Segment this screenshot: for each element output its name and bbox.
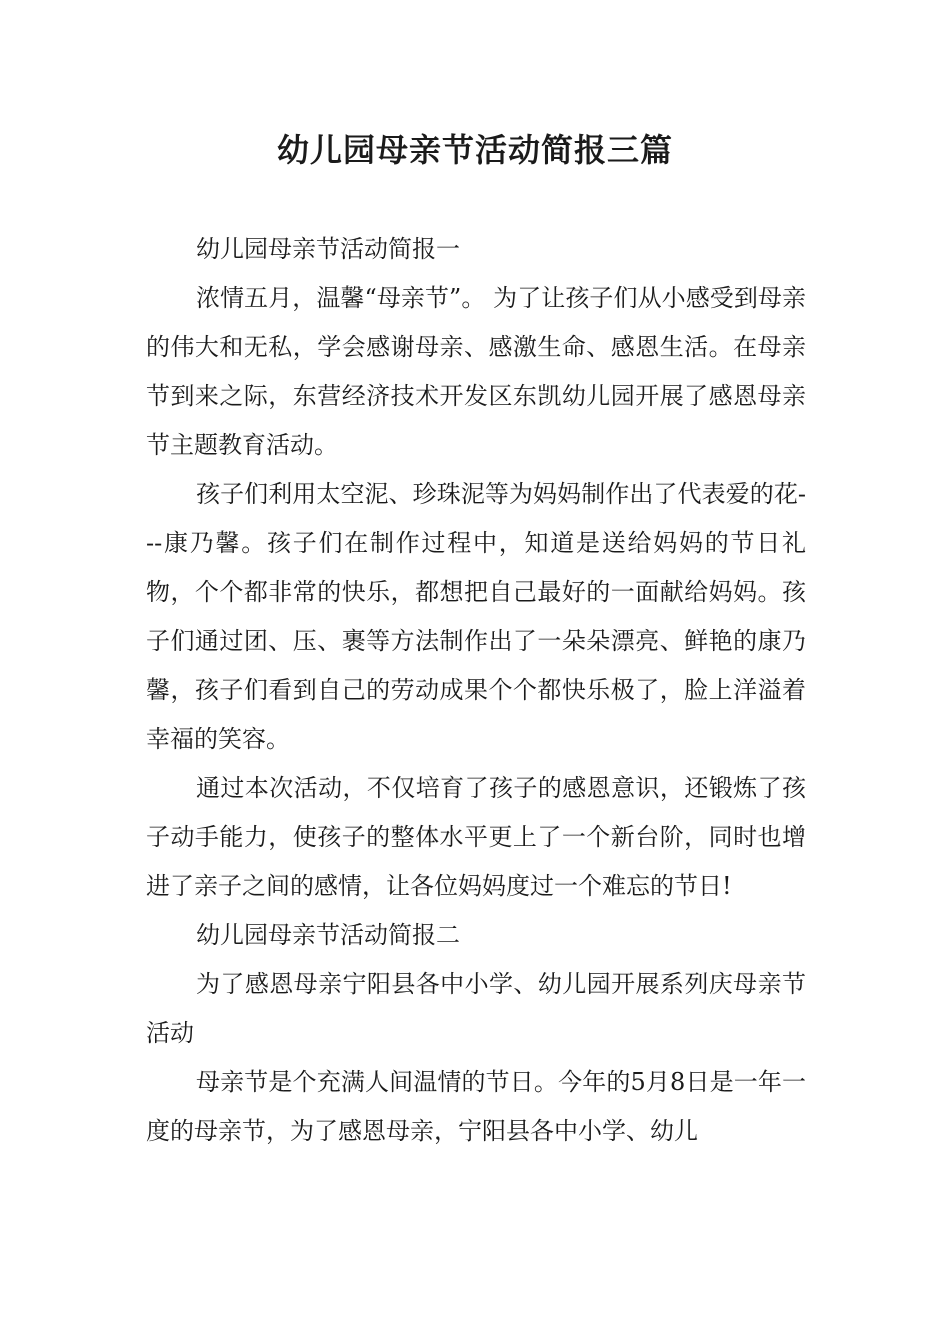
document-title: 幼儿园母亲节活动简报三篇 (276, 131, 673, 169)
paragraph: 浓情五月，温馨“母亲节”。 为了让孩子们从小感受到母亲的伟大和无私，学会感谢母亲、感激生命、感恩生活。在母亲节到来之际，东营经济技术开发区东凯幼儿园开展了感恩母亲节主题教育活动。 (146, 284, 806, 459)
paragraph: 为了感恩母亲宁阳县各中小学、幼儿园开展系列庆母亲节活动 (146, 970, 806, 1047)
section-heading-2: 幼儿园母亲节活动简报二 (196, 921, 460, 949)
section-heading-1: 幼儿园母亲节活动简报一 (196, 235, 460, 263)
paragraph: 通过本次活动，不仅培育了孩子的感恩意识，还锻炼了孩子动手能力，使孩子的整体水平更上了一个新台阶，同时也增进了亲子之间的感情，让各位妈妈度过一个难忘的节日! (146, 774, 806, 900)
paragraph: 母亲节是个充满人间温情的节日。今年的5月8日是一年一度的母亲节，为了感恩母亲，宁阳县各中小学、幼儿 (146, 1068, 806, 1145)
document-body (146, 225, 806, 1156)
paragraph: 孩子们利用太空泥、珍珠泥等为妈妈制作出了代表爱的花---康乃馨。孩子们在制作过程中，知道是送给妈妈的节日礼物，个个都非常的快乐，都想把自己最好的一面献给妈妈。孩子们通过团、压、裹等方法制作出了一朵朵漂亮、鲜艳的康乃馨，孩子们看到自己的劳动成果个个都快乐极了，脸上洋溢着幸福的笑容。 (146, 480, 806, 753)
